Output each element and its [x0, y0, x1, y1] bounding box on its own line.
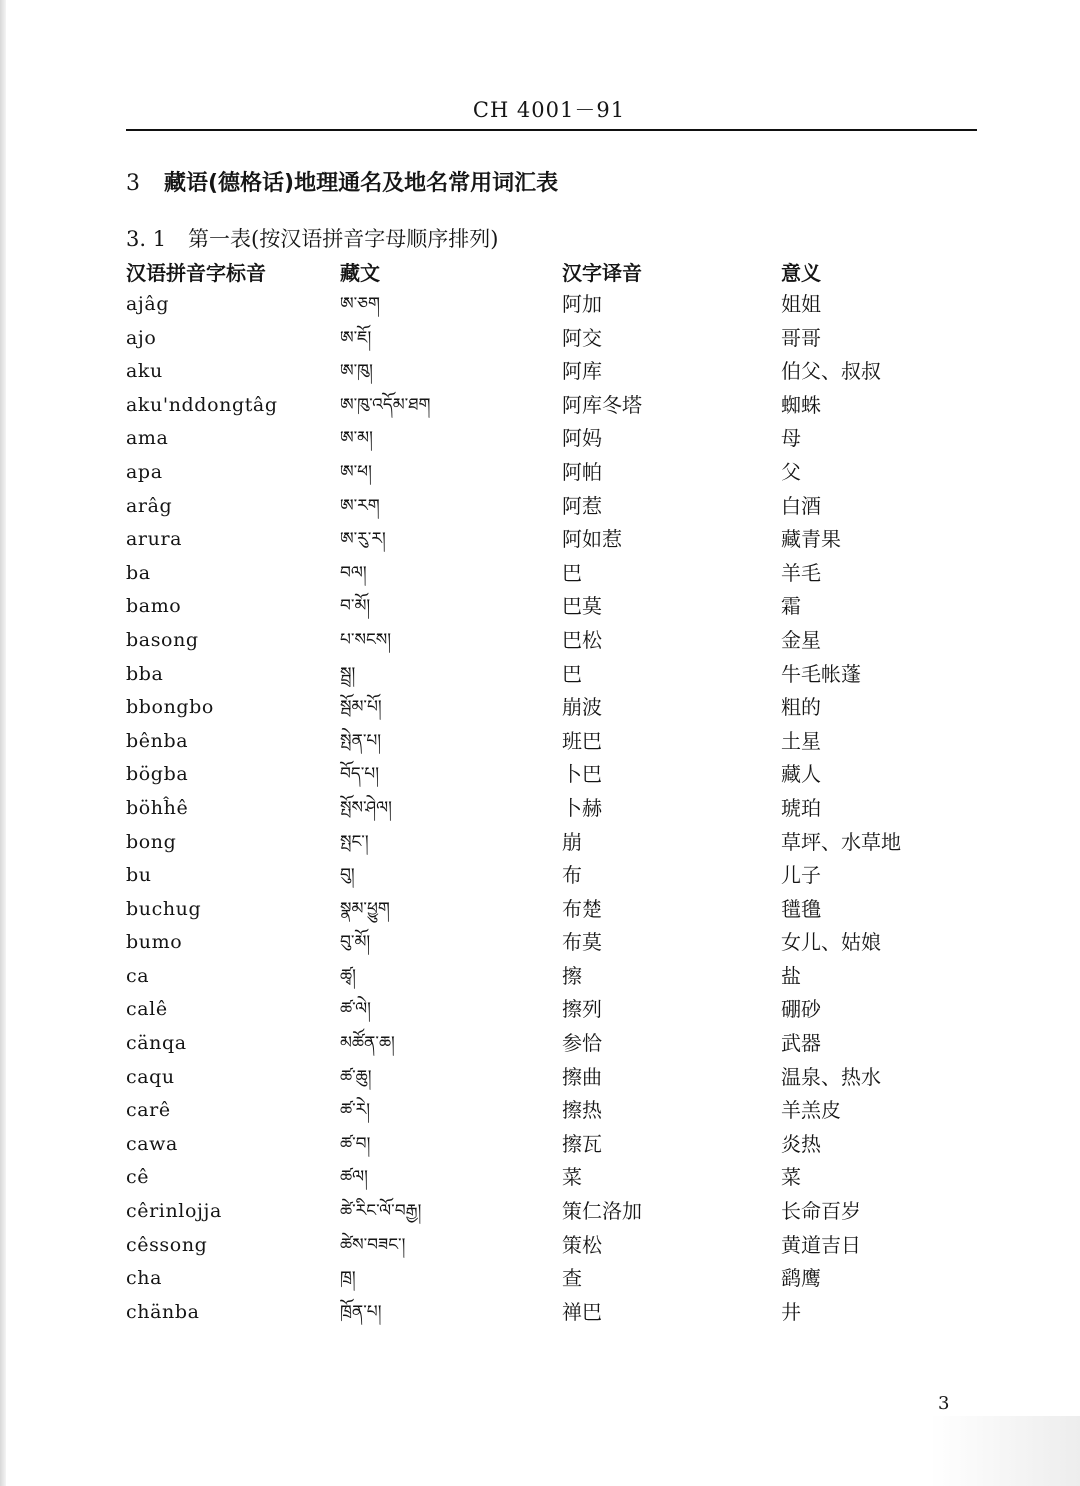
- cell-tibetan: ཚལ།: [340, 1167, 368, 1188]
- header-rule: [126, 129, 977, 131]
- cell-pinyin: bênba: [126, 729, 189, 752]
- page-number: 3: [938, 1393, 950, 1414]
- table-row: [0, 1062, 1080, 1096]
- cell-hanzi: 班巴: [562, 728, 602, 753]
- document-code-header: CH 4001－91: [472, 98, 626, 122]
- cell-tibetan: ཨ་རུ་ར།: [340, 529, 386, 550]
- cell-tibetan: སྦོམ་པོ།: [340, 697, 382, 718]
- cell-pinyin: carê: [126, 1099, 171, 1122]
- cell-tibetan: ཨ་རག: [340, 495, 380, 516]
- cell-tibetan: སྣམ་ཕྱུག: [340, 898, 390, 919]
- cell-meaning: 温泉、热水: [781, 1064, 881, 1089]
- cell-hanzi: 阿妈: [562, 426, 602, 451]
- cell-hanzi: 巴松: [562, 627, 602, 652]
- subsection-number: 3. 1: [126, 227, 167, 251]
- cell-pinyin: cänqa: [126, 1032, 187, 1055]
- table-row: [0, 659, 1080, 693]
- table-row: [0, 1129, 1080, 1163]
- cell-hanzi: 卜赫: [562, 795, 602, 820]
- cell-meaning: 蜘蛛: [781, 392, 821, 417]
- subsection-heading: [126, 223, 498, 253]
- cell-meaning: 哥哥: [781, 325, 821, 350]
- cell-hanzi: 禅巴: [562, 1299, 602, 1324]
- cell-hanzi: 参恰: [562, 1031, 602, 1056]
- cell-tibetan: ཚ་ལེ།: [340, 999, 371, 1020]
- table-row: [0, 927, 1080, 961]
- column-header-meaning: 意义: [781, 261, 821, 285]
- cell-pinyin: bba: [126, 662, 164, 685]
- cell-meaning: 盐: [781, 963, 801, 988]
- cell-pinyin: ajâg: [126, 293, 170, 315]
- cell-pinyin: calê: [126, 998, 168, 1021]
- cell-hanzi: 查: [562, 1266, 582, 1291]
- table-row: [0, 457, 1080, 491]
- table-row: [0, 1196, 1080, 1230]
- cell-hanzi: 布莫: [562, 930, 602, 955]
- cell-hanzi: 巴: [562, 560, 582, 585]
- cell-tibetan: ཁྲོན་པ།: [340, 1301, 382, 1322]
- cell-hanzi: 阿帕: [562, 459, 602, 484]
- cell-hanzi: 崩波: [562, 695, 602, 720]
- cell-pinyin: caqu: [126, 1065, 175, 1088]
- cell-hanzi: 擦列: [562, 997, 602, 1022]
- cell-hanzi: 阿库冬塔: [562, 392, 642, 417]
- scan-corner-fade: [930, 1416, 1080, 1486]
- cell-hanzi: 巴: [562, 661, 582, 686]
- table-row: [0, 323, 1080, 357]
- vocabulary-table: [0, 289, 1080, 1330]
- cell-tibetan: ཨ་ཕ།: [340, 461, 372, 482]
- cell-tibetan: སྤོས་ཤེལ།: [340, 797, 392, 818]
- cell-hanzi: 阿如惹: [562, 527, 622, 552]
- cell-hanzi: 崩: [562, 829, 582, 854]
- cell-hanzi: 策松: [562, 1232, 602, 1257]
- cell-pinyin: buchug: [126, 897, 202, 920]
- cell-meaning: 草坪、水草地: [781, 829, 901, 854]
- cell-tibetan: ཨ་ཁུ།: [340, 361, 373, 382]
- table-row: [0, 726, 1080, 760]
- cell-hanzi: 巴莫: [562, 594, 602, 619]
- cell-pinyin: cêssong: [126, 1233, 208, 1256]
- cell-meaning: 牛毛帐蓬: [781, 661, 861, 686]
- cell-meaning: 菜: [781, 1165, 801, 1190]
- table-row: [0, 625, 1080, 659]
- table-row: [0, 1162, 1080, 1196]
- cell-pinyin: bu: [126, 864, 152, 887]
- cell-pinyin: cawa: [126, 1132, 178, 1155]
- cell-hanzi: 擦: [562, 963, 582, 988]
- table-row: [0, 1095, 1080, 1129]
- cell-meaning: 儿子: [781, 863, 821, 888]
- table-row: [0, 961, 1080, 995]
- cell-tibetan: སྤང་།: [340, 831, 369, 852]
- cell-tibetan: བུ།: [340, 865, 355, 886]
- cell-meaning: 金星: [781, 627, 821, 652]
- cell-hanzi: 阿交: [562, 325, 602, 350]
- cell-pinyin: bögba: [126, 763, 189, 786]
- cell-hanzi: 菜: [562, 1165, 582, 1190]
- cell-meaning: 琥珀: [781, 795, 821, 820]
- table-row: [0, 390, 1080, 424]
- cell-hanzi: 擦热: [562, 1098, 602, 1123]
- cell-tibetan: ཨ་ཁུ་འདོམ་ཐག: [340, 394, 431, 415]
- cell-hanzi: 布: [562, 863, 582, 888]
- cell-meaning: 氆氇: [781, 896, 821, 921]
- cell-tibetan: ཨ་ཅག: [340, 294, 380, 314]
- cell-pinyin: arura: [126, 528, 183, 551]
- cell-tibetan: པ་སངས།: [340, 629, 391, 650]
- cell-meaning: 白酒: [781, 493, 821, 518]
- table-row: [0, 1263, 1080, 1297]
- subsection-title: 第一表(按汉语拼音字母顺序排列): [188, 227, 499, 251]
- table-row: [0, 423, 1080, 457]
- table-header: [0, 257, 1080, 285]
- column-header-tibetan: 藏文: [340, 261, 380, 285]
- cell-pinyin: cê: [126, 1166, 150, 1189]
- cell-pinyin: ajo: [126, 326, 157, 349]
- table-row: [0, 1230, 1080, 1264]
- table-row: [0, 524, 1080, 558]
- cell-pinyin: aku: [126, 360, 163, 383]
- table-row: [0, 491, 1080, 525]
- cell-tibetan: ཚྭ།: [340, 965, 356, 986]
- table-row: [0, 1028, 1080, 1062]
- cell-meaning: 藏青果: [781, 527, 841, 552]
- cell-meaning: 藏人: [781, 762, 821, 787]
- table-row: [0, 692, 1080, 726]
- column-header-pinyin: 汉语拼音字标音: [126, 261, 266, 285]
- cell-meaning: 硼砂: [781, 997, 821, 1022]
- cell-tibetan: སྤེན་པ།: [340, 730, 382, 751]
- cell-meaning: 父: [781, 459, 801, 484]
- cell-hanzi: 阿加: [562, 292, 602, 316]
- cell-hanzi: 策仁洛加: [562, 1199, 642, 1224]
- cell-pinyin: ama: [126, 427, 169, 450]
- table-row: [0, 894, 1080, 928]
- cell-pinyin: bumo: [126, 931, 183, 954]
- table-row: [0, 994, 1080, 1028]
- cell-hanzi: 卜巴: [562, 762, 602, 787]
- cell-meaning: 炎热: [781, 1131, 821, 1156]
- table-row: [0, 860, 1080, 894]
- table-row: [0, 1297, 1080, 1331]
- cell-tibetan: བུ་མོ།: [340, 932, 371, 953]
- cell-meaning: 母: [781, 426, 801, 451]
- cell-pinyin: arâg: [126, 494, 173, 517]
- cell-tibetan: བོད་པ།: [340, 764, 379, 785]
- section-number: 3: [126, 171, 140, 196]
- cell-meaning: 伯父、叔叔: [781, 359, 881, 384]
- cell-tibetan: ཁྲ།: [340, 1268, 356, 1289]
- cell-tibetan: མཚོན་ཆ།: [340, 1033, 395, 1054]
- cell-pinyin: chänba: [126, 1300, 200, 1323]
- cell-pinyin: bamo: [126, 595, 182, 618]
- cell-tibetan: བལ།: [340, 562, 367, 583]
- cell-pinyin: apa: [126, 460, 163, 483]
- cell-tibetan: བ་མོ།: [340, 596, 371, 617]
- cell-tibetan: ཚེ་རིང་ལོ་བརྒྱ།: [340, 1201, 422, 1222]
- cell-hanzi: 阿库: [562, 359, 602, 384]
- cell-hanzi: 布楚: [562, 896, 602, 921]
- cell-tibetan: ཨ་ཇོ།: [340, 327, 372, 348]
- cell-pinyin: bbongbo: [126, 696, 214, 719]
- section-heading: [126, 166, 558, 197]
- cell-meaning: 黄道吉日: [781, 1232, 861, 1257]
- cell-hanzi: 擦曲: [562, 1064, 602, 1089]
- section-title: 藏语(德格话)地理通名及地名常用词汇表: [164, 171, 559, 196]
- cell-pinyin: ba: [126, 561, 151, 584]
- cell-meaning: 霜: [781, 594, 801, 619]
- cell-pinyin: cêrinlojja: [126, 1200, 222, 1223]
- cell-pinyin: aku'nddongtâg: [126, 393, 278, 416]
- cell-meaning: 姐姐: [781, 292, 821, 316]
- cell-hanzi: 阿惹: [562, 493, 602, 518]
- cell-meaning: 粗的: [781, 695, 821, 720]
- cell-meaning: 武器: [781, 1031, 821, 1056]
- cell-tibetan: ཚ་རེ།: [340, 1100, 371, 1121]
- cell-pinyin: basong: [126, 628, 199, 651]
- column-header-hanzi: 汉字译音: [562, 261, 642, 285]
- cell-pinyin: bong: [126, 830, 177, 853]
- cell-meaning: 土星: [781, 728, 821, 753]
- cell-meaning: 井: [781, 1299, 801, 1324]
- cell-pinyin: cha: [126, 1267, 163, 1290]
- cell-meaning: 羊毛: [781, 560, 821, 585]
- table-row: [0, 591, 1080, 625]
- cell-meaning: 女儿、姑娘: [781, 930, 881, 955]
- cell-tibetan: ཚ་བ།: [340, 1133, 371, 1154]
- cell-hanzi: 擦瓦: [562, 1131, 602, 1156]
- cell-pinyin: ca: [126, 964, 150, 987]
- cell-tibetan: ཨ་མ།: [340, 428, 373, 449]
- table-row: [0, 356, 1080, 390]
- table-row: [0, 827, 1080, 861]
- table-row: [0, 558, 1080, 592]
- cell-meaning: 鹞鹰: [781, 1266, 821, 1291]
- table-row: [0, 793, 1080, 827]
- cell-meaning: 羊羔皮: [781, 1098, 841, 1123]
- table-row: [0, 759, 1080, 793]
- cell-tibetan: སྦྲ།: [340, 663, 356, 684]
- cell-tibetan: ཚེས་བཟང་།: [340, 1234, 406, 1255]
- cell-tibetan: ཚ་ཆུ།: [340, 1066, 372, 1087]
- cell-pinyin: böhĥê: [126, 796, 189, 819]
- table-row: [0, 289, 1080, 323]
- cell-meaning: 长命百岁: [781, 1199, 861, 1224]
